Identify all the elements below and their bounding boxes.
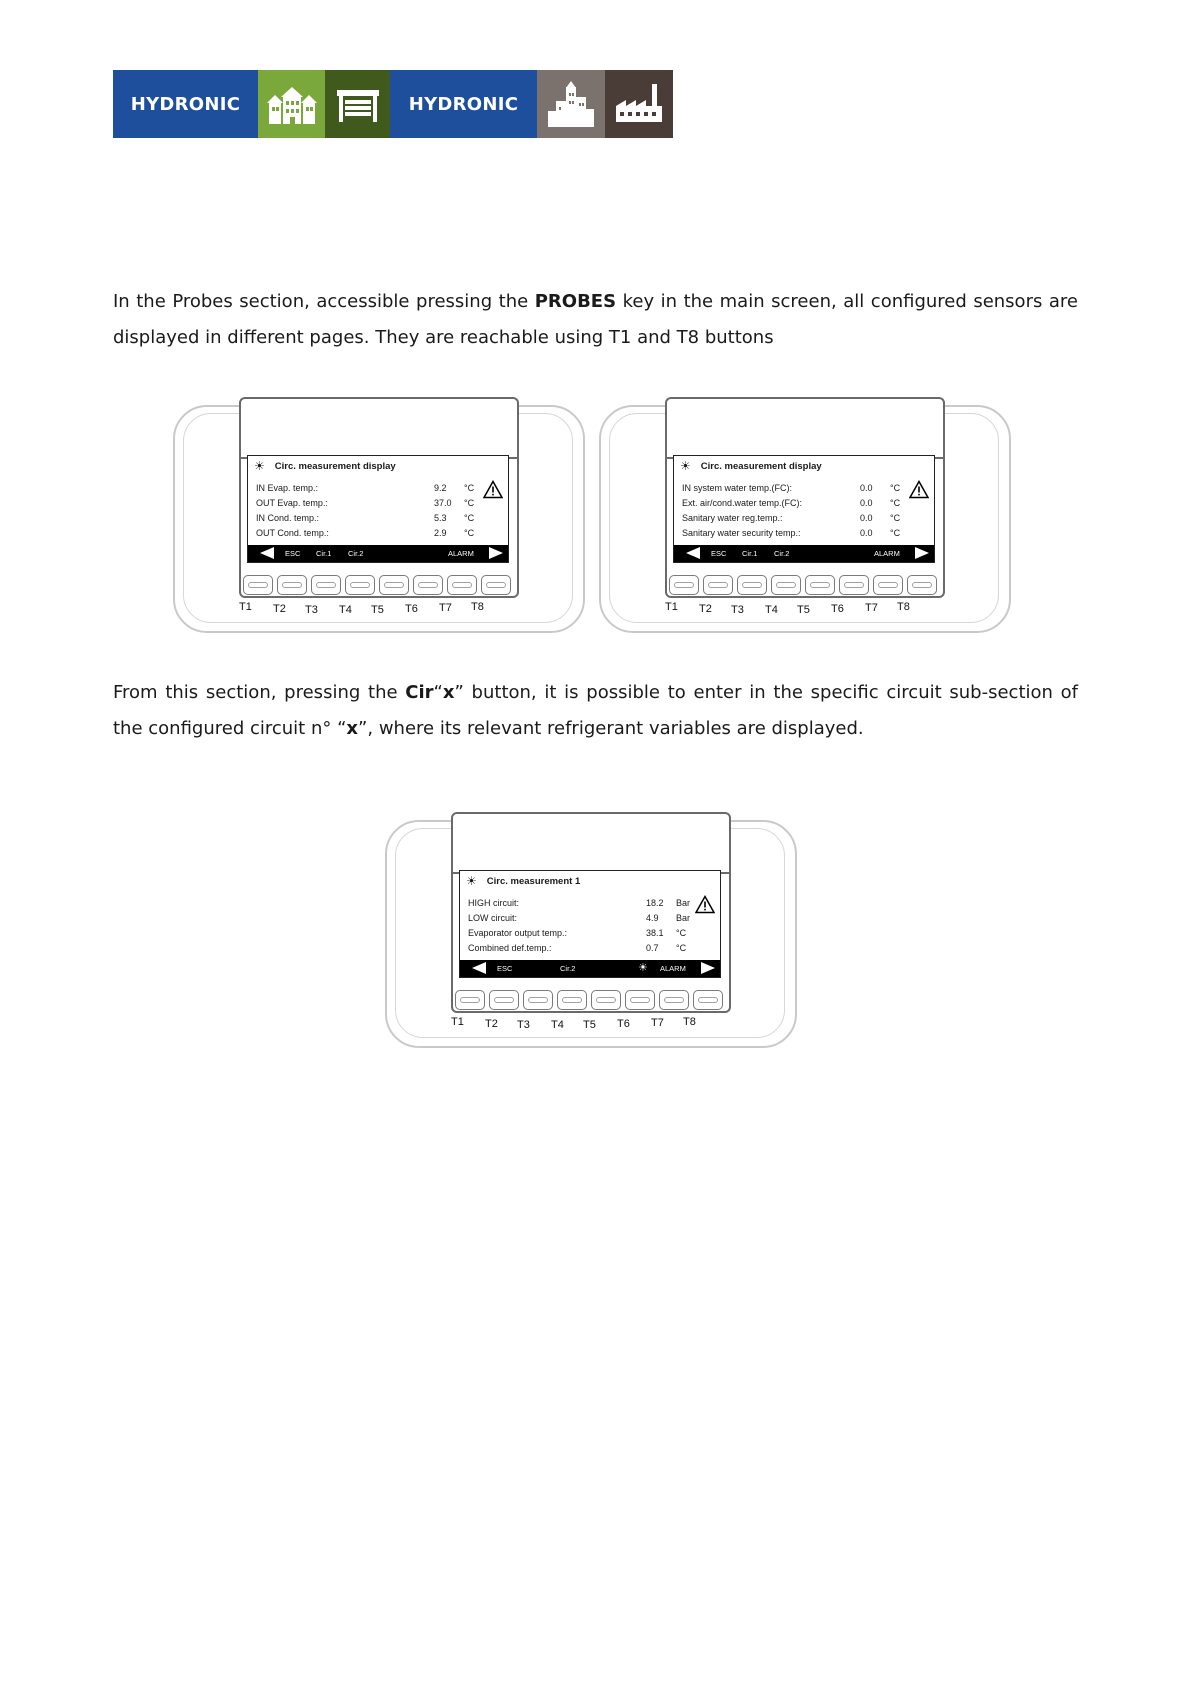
key-label-t8: T8	[897, 601, 910, 613]
sun-icon: ☀	[466, 874, 477, 888]
lcd-row	[682, 525, 908, 540]
controller-display-circuit-1	[385, 812, 795, 1047]
key-label-t6: T6	[617, 1018, 630, 1030]
key-t7[interactable]	[447, 575, 477, 595]
function-keys	[241, 575, 517, 597]
lcd-row-value: 0.0	[860, 512, 873, 523]
lcd-screen	[673, 455, 935, 563]
arrow-left-icon[interactable]	[686, 547, 700, 559]
device-bezel-top	[667, 399, 943, 459]
key-label-t2: T2	[485, 1018, 498, 1030]
arrow-right-icon[interactable]	[701, 962, 715, 974]
lcd-row	[682, 480, 908, 495]
lcd-row-value: 9.2	[434, 482, 447, 493]
key-t1[interactable]	[455, 990, 485, 1010]
lcd-row-label: Evaporator output temp.:	[468, 927, 568, 938]
key-label-t5: T5	[371, 604, 384, 616]
lcd-row-value: 38.1	[646, 927, 664, 938]
key-label-t3: T3	[305, 604, 318, 616]
key-t5[interactable]	[591, 990, 621, 1010]
probes-paragraph: In the Probes section, accessible pressing the PROBES key in the main screen, all configured sensors are displayed in different pages. They are reachable using T1 and T8 buttons	[113, 291, 1078, 348]
warning-icon	[695, 895, 715, 914]
arrow-left-icon[interactable]	[472, 962, 486, 974]
lcd-row-label: HIGH circuit:	[468, 897, 520, 908]
lcd-title-text: Circ. measurement display	[700, 460, 822, 472]
key-label-t1: T1	[451, 1016, 464, 1028]
warning-icon	[909, 480, 929, 499]
key-label-t2: T2	[273, 603, 286, 615]
device-bezel-top	[453, 814, 729, 874]
key-t2[interactable]	[277, 575, 307, 595]
key-label-t2: T2	[699, 603, 712, 615]
lcd-row-unit: Bar	[676, 897, 691, 908]
lcd-row	[682, 510, 908, 525]
key-t8[interactable]	[693, 990, 723, 1010]
cir2-softkey[interactable]: Cir.2	[774, 549, 790, 558]
key-label-t7: T7	[865, 602, 878, 614]
lcd-row-unit: °C	[464, 497, 475, 508]
lcd-row-unit: °C	[464, 527, 475, 538]
lcd-row-label: LOW circuit:	[468, 912, 518, 923]
key-label-t5: T5	[583, 1019, 596, 1031]
lcd-row-label: OUT Cond. temp.:	[256, 527, 329, 538]
city-building-icon	[537, 70, 605, 138]
lcd-rows	[682, 480, 908, 540]
key-label-t3: T3	[517, 1019, 530, 1031]
lcd-row-value: 0.7	[646, 942, 659, 953]
key-t7[interactable]	[873, 575, 903, 595]
key-label-t8: T8	[471, 601, 484, 613]
lcd-title	[254, 459, 504, 473]
circuit-paragraph: From this section, pressing the Cir“x” button, it is possible to enter in the specific circuit sub-section of the configured circuit n° “x”, where its relevant refrigerant variables are displayed.	[113, 682, 1079, 739]
banner-right-label: HYDRONIC	[390, 70, 537, 138]
lcd-row-label: IN Evap. temp.:	[256, 482, 319, 493]
function-keys	[453, 990, 729, 1012]
cir1-softkey[interactable]: Cir.1	[316, 549, 332, 558]
esc-softkey[interactable]: ESC	[497, 964, 513, 973]
lcd-row-value: 18.2	[646, 897, 664, 908]
function-key-labels	[453, 1017, 729, 1033]
lcd-row-label: IN system water temp.(FC):	[682, 482, 793, 493]
sun-icon: ☀	[254, 459, 265, 473]
lcd-row-value: 37.0	[434, 497, 452, 508]
key-label-t4: T4	[765, 604, 778, 616]
arrow-right-icon[interactable]	[489, 547, 503, 559]
lcd-screen	[247, 455, 509, 563]
lcd-softkey-bar	[674, 545, 934, 562]
key-label-t1: T1	[665, 601, 678, 613]
key-t2[interactable]	[489, 990, 519, 1010]
banner-left-label: HYDRONIC	[113, 70, 258, 138]
lcd-row-unit: °C	[676, 942, 687, 953]
controller-display-2	[599, 397, 1009, 632]
lcd-row-label: Combined def.temp.:	[468, 942, 552, 953]
lcd-row-value: 0.0	[860, 482, 873, 493]
factory-icon	[605, 70, 673, 138]
lcd-rows	[468, 895, 694, 955]
houses-icon	[258, 70, 325, 138]
lcd-row-unit: °C	[464, 482, 475, 493]
lcd-row	[256, 525, 482, 540]
key-t6[interactable]	[625, 990, 655, 1010]
device-bezel-top	[241, 399, 517, 459]
key-label-t8: T8	[683, 1016, 696, 1028]
key-label-t3: T3	[731, 604, 744, 616]
lcd-softkey-bar	[460, 960, 720, 977]
key-t4[interactable]	[345, 575, 375, 595]
lcd-rows	[256, 480, 482, 540]
alarm-softkey[interactable]: ALARM	[448, 549, 474, 558]
lcd-softkey-bar	[248, 545, 508, 562]
key-t2[interactable]	[703, 575, 733, 595]
key-label-t1: T1	[239, 601, 252, 613]
key-label-t4: T4	[551, 1019, 564, 1031]
warning-icon	[483, 480, 503, 499]
key-t7[interactable]	[659, 990, 689, 1010]
key-t3[interactable]	[523, 990, 553, 1010]
lcd-row-unit: Bar	[676, 912, 691, 923]
lcd-title-text: Circ. measurement display	[274, 460, 396, 472]
lcd-title-text: Circ. measurement 1	[486, 875, 581, 887]
arrow-right-icon[interactable]	[915, 547, 929, 559]
lcd-row-label: Sanitary water security temp.:	[682, 527, 801, 538]
function-keys	[667, 575, 943, 597]
lcd-row	[256, 510, 482, 525]
lcd-row	[468, 910, 694, 925]
key-t3[interactable]	[311, 575, 341, 595]
hydronic-banner	[113, 70, 673, 138]
key-label-t7: T7	[439, 602, 452, 614]
key-t5[interactable]	[805, 575, 835, 595]
lcd-row-unit: °C	[890, 527, 901, 538]
key-label-t4: T4	[339, 604, 352, 616]
lcd-row-label: OUT Evap. temp.:	[256, 497, 328, 508]
cir2-softkey[interactable]: Cir.2	[560, 964, 576, 973]
function-key-labels	[667, 602, 943, 618]
key-label-t6: T6	[405, 603, 418, 615]
key-t6[interactable]	[413, 575, 443, 595]
lcd-row-label: IN Cond. temp.:	[256, 512, 320, 523]
lcd-row	[256, 495, 482, 510]
key-t4[interactable]	[557, 990, 587, 1010]
garage-icon	[325, 70, 390, 138]
key-label-t5: T5	[797, 604, 810, 616]
function-key-labels	[241, 602, 517, 618]
lcd-row	[256, 480, 482, 495]
lcd-row-value: 0.0	[860, 497, 873, 508]
lcd-row-label: Sanitary water reg.temp.:	[682, 512, 783, 523]
lcd-row-value: 4.9	[646, 912, 659, 923]
lcd-title	[466, 874, 716, 888]
lcd-row-label: Ext. air/cond.water temp.(FC):	[682, 497, 803, 508]
key-label-t6: T6	[831, 603, 844, 615]
key-t5[interactable]	[379, 575, 409, 595]
arrow-left-icon[interactable]	[260, 547, 274, 559]
cir2-softkey[interactable]: Cir.2	[348, 549, 364, 558]
lcd-row	[468, 895, 694, 910]
key-t8[interactable]	[481, 575, 511, 595]
lcd-screen	[459, 870, 721, 978]
key-t8[interactable]	[907, 575, 937, 595]
key-label-t7: T7	[651, 1017, 664, 1029]
lcd-row	[468, 925, 694, 940]
key-t1[interactable]	[243, 575, 273, 595]
esc-softkey[interactable]: ESC	[711, 549, 727, 558]
lcd-row-unit: °C	[890, 497, 901, 508]
controller-display-1	[173, 397, 583, 632]
lcd-row	[468, 940, 694, 955]
cir1-softkey[interactable]: Cir.1	[742, 549, 758, 558]
sun-softkey-icon[interactable]: ☀	[638, 962, 648, 974]
lcd-row-value: 5.3	[434, 512, 447, 523]
key-t1[interactable]	[669, 575, 699, 595]
lcd-row-unit: °C	[676, 927, 687, 938]
sun-icon: ☀	[680, 459, 691, 473]
lcd-row-value: 2.9	[434, 527, 447, 538]
lcd-row-unit: °C	[890, 512, 901, 523]
key-t6[interactable]	[839, 575, 869, 595]
alarm-softkey[interactable]: ALARM	[874, 549, 900, 558]
esc-softkey[interactable]: ESC	[285, 549, 301, 558]
probes-key-text: PROBES	[534, 291, 617, 312]
lcd-row-unit: °C	[890, 482, 901, 493]
lcd-row-unit: °C	[464, 512, 475, 523]
key-t3[interactable]	[737, 575, 767, 595]
lcd-row-value: 0.0	[860, 527, 873, 538]
key-t4[interactable]	[771, 575, 801, 595]
lcd-row	[682, 495, 908, 510]
lcd-title	[680, 459, 930, 473]
alarm-softkey[interactable]: ALARM	[660, 964, 686, 973]
